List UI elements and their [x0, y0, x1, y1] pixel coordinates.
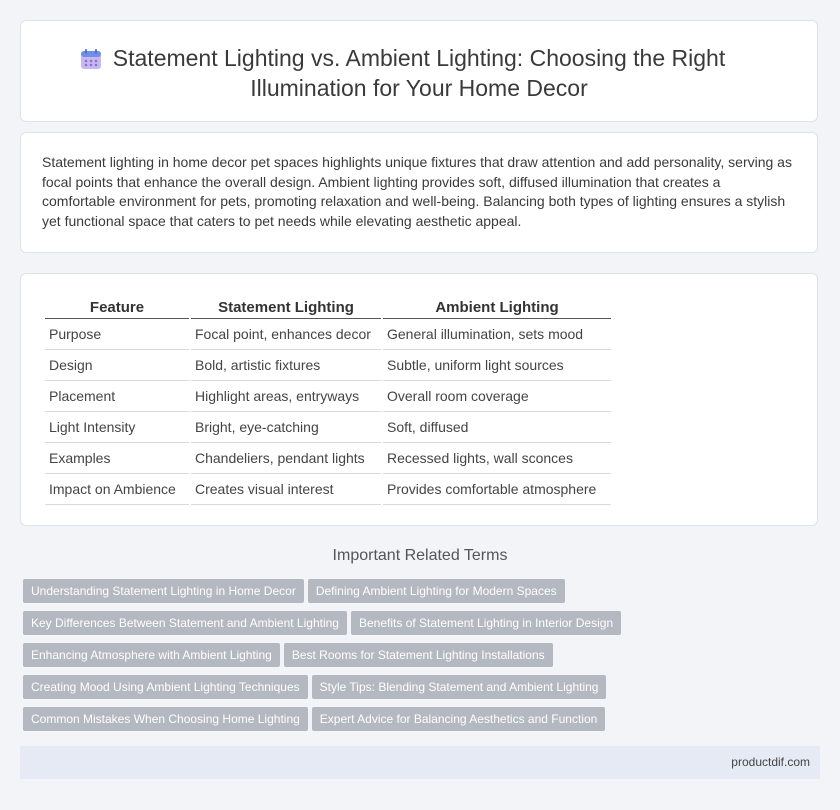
table-cell: Bold, artistic fixtures	[191, 350, 381, 381]
related-term-tag[interactable]: Benefits of Statement Lighting in Interior Design	[351, 611, 621, 635]
table-cell: Recessed lights, wall sconces	[383, 443, 611, 474]
related-term-tag[interactable]: Defining Ambient Lighting for Modern Spaces	[308, 579, 565, 603]
table-cell: Chandeliers, pendant lights	[191, 443, 381, 474]
comparison-card	[20, 273, 818, 526]
table-row	[45, 350, 611, 381]
table-cell: Creates visual interest	[191, 474, 381, 505]
table-cell: Focal point, enhances decor	[191, 319, 381, 350]
related-term-tag[interactable]: Expert Advice for Balancing Aesthetics and Function	[312, 707, 606, 731]
table-cell: Placement	[45, 381, 189, 412]
page-title: Statement Lighting vs. Ambient Lighting: Choosing the Right Illumination for Your Home Decor	[112, 45, 726, 101]
related-terms-list	[23, 579, 823, 739]
table-cell: Highlight areas, entryways	[191, 381, 381, 412]
table-cell: Purpose	[45, 319, 189, 350]
table-row	[45, 412, 611, 443]
table-row	[45, 474, 611, 505]
table-cell: Bright, eye-catching	[191, 412, 381, 443]
intro-paragraph: Statement lighting in home decor pet spaces highlights unique fixtures that draw attention and add personality, serving as focal points that enhance the overall design. Ambient lighting provides soft, diffused illumination that creates a comfortable environment for pets, promoting relaxation and well-being. Balancing both types of lighting ensures a stylish yet functional space that caters to pet needs while elevating aesthetic appeal.	[42, 154, 792, 229]
related-term-tag[interactable]: Understanding Statement Lighting in Home Decor	[23, 579, 304, 603]
table-cell: Design	[45, 350, 189, 381]
table-cell: Light Intensity	[45, 412, 189, 443]
related-terms-title: Important Related Terms	[332, 547, 508, 564]
related-term-tag[interactable]: Best Rooms for Statement Lighting Installations	[284, 643, 553, 667]
table-cell: Provides comfortable atmosphere	[383, 474, 611, 505]
title-wrap	[21, 43, 817, 103]
table-cell: Subtle, uniform light sources	[383, 350, 611, 381]
table-header-row	[45, 296, 611, 319]
table-row	[45, 319, 611, 350]
table-cell: Impact on Ambience	[45, 474, 189, 505]
intro-card	[20, 132, 818, 253]
table-cell: General illumination, sets mood	[383, 319, 611, 350]
table-cell: Overall room coverage	[383, 381, 611, 412]
related-term-tag[interactable]: Common Mistakes When Choosing Home Lighting	[23, 707, 308, 731]
footer-site-link[interactable]: productdif.com	[731, 755, 810, 769]
title-card	[20, 20, 818, 122]
related-term-tag[interactable]: Enhancing Atmosphere with Ambient Lighting	[23, 643, 280, 667]
table-cell: Soft, diffused	[383, 412, 611, 443]
table-cell: Examples	[45, 443, 189, 474]
table-row	[45, 381, 611, 412]
comparison-table	[43, 296, 613, 505]
calendar-icon	[79, 47, 103, 71]
header-ambient-lighting: Ambient Lighting	[383, 296, 611, 319]
related-term-tag[interactable]: Style Tips: Blending Statement and Ambient Lighting	[312, 675, 607, 699]
related-term-tag[interactable]: Key Differences Between Statement and Ambient Lighting	[23, 611, 347, 635]
header-feature: Feature	[45, 296, 189, 319]
related-term-tag[interactable]: Creating Mood Using Ambient Lighting Techniques	[23, 675, 308, 699]
header-statement-lighting: Statement Lighting	[191, 296, 381, 319]
footer	[20, 746, 820, 779]
table-row	[45, 443, 611, 474]
